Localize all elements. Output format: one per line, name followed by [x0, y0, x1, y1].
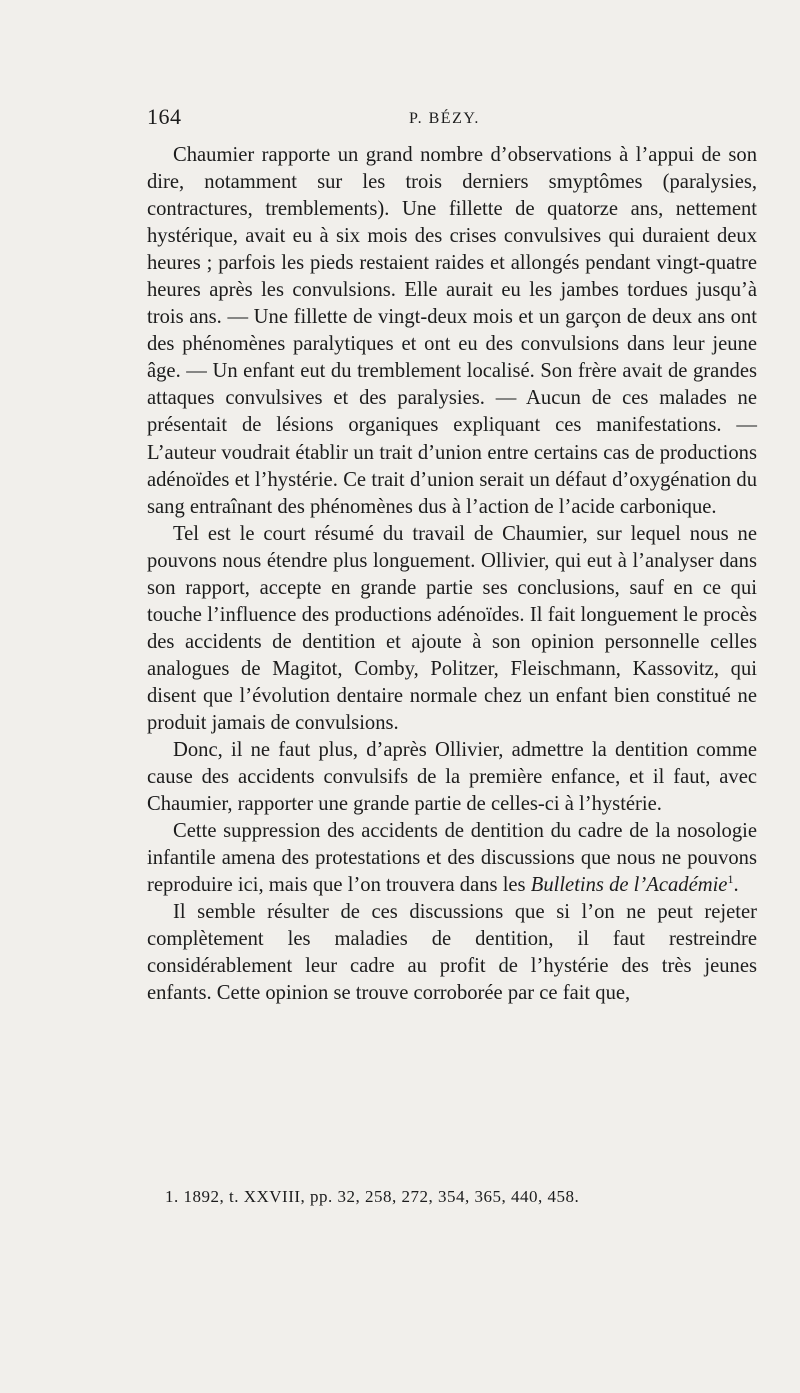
paragraph: Donc, il ne faut plus, d’après Ollivier, admettre la dentition comme cause des accidents convulsifs de la première enfance, et il faut, avec Chaumier, rapporter une grande partie de celles-ci à l’hystérie. — [147, 739, 757, 816]
paragraph: Il semble résulter de ces discussions que si l’on ne peut rejeter complètement les maladies de dentition, il faut restreindre considérablement leur cadre au profit de l’hystérie des très jeunes enfants. Cette opinion se trouve corroborée par ce fait que, — [147, 901, 757, 1005]
running-head: P. BÉZY. — [409, 110, 480, 127]
paragraph: Tel est le court résumé du travail de Chaumier, sur lequel nous ne pouvons nous étendre plus longuement. Ollivier, qui eut à l’analyser dans son rapport, accepte en grande partie ses conclusions, sauf en ce qui touche l’influence des productions adénoïdes. Il fait longuement le procès des accidents de dentition et ajoute à son opinion personnelle celles analogues de Magitot, Comby, Politzer, Fleischmann, Kassovitz, qui disent que l’évolution dentaire normale chez un enfant bien constitué ne produit jamais de convulsions. — [147, 522, 757, 734]
page-number: 164 — [147, 104, 182, 129]
paragraph — [147, 818, 757, 899]
paragraph-text: . — [733, 874, 739, 897]
page-header — [147, 104, 757, 134]
body-text — [147, 142, 757, 1008]
footnote: 1. 1892, t. XXVIII, pp. 32, 258, 272, 354, 365, 440, 458. — [165, 1187, 580, 1206]
paragraph: Chaumier rapporte un grand nombre d’observations à l’appui de son dire, notamment sur les trois derniers smyptômes (paralysies, contractures, tremblements). Une fillette de quatorze ans, nettement hystérique, avait eu à six mois des crises convulsives qui duraient deux heures ; parfois les pieds restaient raides et allongés pendant vingt-quatre heures après les convulsions. Elle aurait eu les jambes tordues jusqu’à trois ans. — Une fillette de vingt-deux mois et un garçon de deux ans ont des phénomènes paralytiques et ont eu des convulsions dans leur jeune âge. — Un enfant eut du tremblement localisé. Son frère avait de grandes attaques convulsives et des paralysies. — Aucun de ces malades ne présentait de lésions organiques expliquant ces manifestations. — L’auteur voudrait établir un trait d’union entre certains cas de productions adénoïdes et l’hystérie. Ce trait d’union serait un défaut d’oxygénation du sang entraînant des phénomènes dus à l’action de l’acide carbonique. — [147, 144, 757, 518]
paragraph-text: Cette suppression des accidents de dentition du cadre de la nosologie infantile amena des protestations et des discussions que nous ne pouvons reproduire ici, mais que l’on trouvera dans les — [147, 820, 757, 897]
footnote-reference[interactable]: 1 — [727, 872, 734, 887]
journal-title: Bulletins de l’Académie — [530, 874, 728, 897]
